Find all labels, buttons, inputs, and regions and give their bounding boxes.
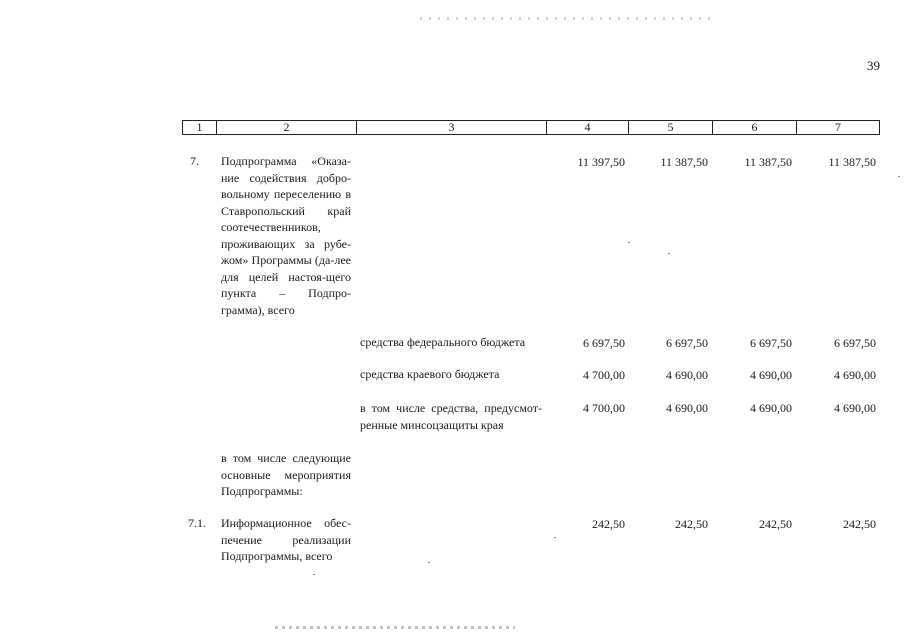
header-col-5: 5 [629, 121, 713, 134]
page-number: 39 [867, 58, 880, 73]
row-value-col7: 4 690,00 [834, 401, 876, 415]
row-value-col6: 242,50 [759, 517, 792, 531]
row-name: Информационное обес-печение реализации Подпрограммы, всего [221, 516, 351, 563]
row-value-col5: 11 387,50 [660, 155, 708, 169]
scan-speck [313, 574, 315, 575]
scan-speck [898, 176, 900, 177]
row-value-col5: 6 697,50 [666, 336, 708, 350]
row-value-col4: 4 700,00 [583, 368, 625, 382]
row-value-col6: 11 387,50 [744, 155, 792, 169]
row-source: средства федерального бюджета [360, 335, 526, 349]
header-col-7: 7 [835, 120, 841, 134]
scan-speck [554, 537, 556, 538]
row-value-col4: 6 697,50 [583, 336, 625, 350]
row-value-col4: 242,50 [592, 517, 625, 531]
scan-noise-bottom [275, 626, 515, 629]
header-col-1: 1 [183, 121, 217, 134]
header-col-6: 6 [713, 121, 797, 134]
row-value-col6: 6 697,50 [750, 336, 792, 350]
row-number: 7. [190, 154, 199, 168]
row-value-col7: 242,50 [843, 517, 876, 531]
header-col-2: 2 [217, 121, 357, 134]
row-value-col7: 6 697,50 [834, 336, 876, 350]
row-value-col6: 4 690,00 [750, 401, 792, 415]
row-value-col4: 4 700,00 [583, 401, 625, 415]
table-header-row [182, 120, 880, 135]
scan-speck [668, 253, 670, 254]
row-value-col7: 11 387,50 [828, 155, 876, 169]
scan-noise-top [420, 17, 710, 20]
row-value-col5: 4 690,00 [666, 368, 708, 382]
header-col-4: 4 [547, 121, 629, 134]
row-value-col4: 11 397,50 [577, 155, 625, 169]
row-value-col5: 242,50 [675, 517, 708, 531]
scan-speck [628, 242, 630, 243]
scan-speck [428, 562, 430, 563]
subsection-heading: в том числе следующие основные мероприятия Подпрограммы: [221, 451, 351, 498]
row-source: в том числе средства, предусмот-ренные минсоцзащиты края [360, 401, 542, 432]
row-value-col5: 4 690,00 [666, 401, 708, 415]
row-number: 7.1. [188, 516, 206, 530]
row-name: Подпрограмма «Оказа-ние содействия добро-вольному переселению в Ставропольский край соотечественников, проживающих за рубе-жом» Программы (да-лее для целей настоя-щего пункта – Подпро-грамма), всего [221, 154, 351, 317]
row-source: средства краевого бюджета [360, 367, 500, 381]
row-value-col7: 4 690,00 [834, 368, 876, 382]
header-col-3: 3 [357, 121, 547, 134]
row-value-col6: 4 690,00 [750, 368, 792, 382]
